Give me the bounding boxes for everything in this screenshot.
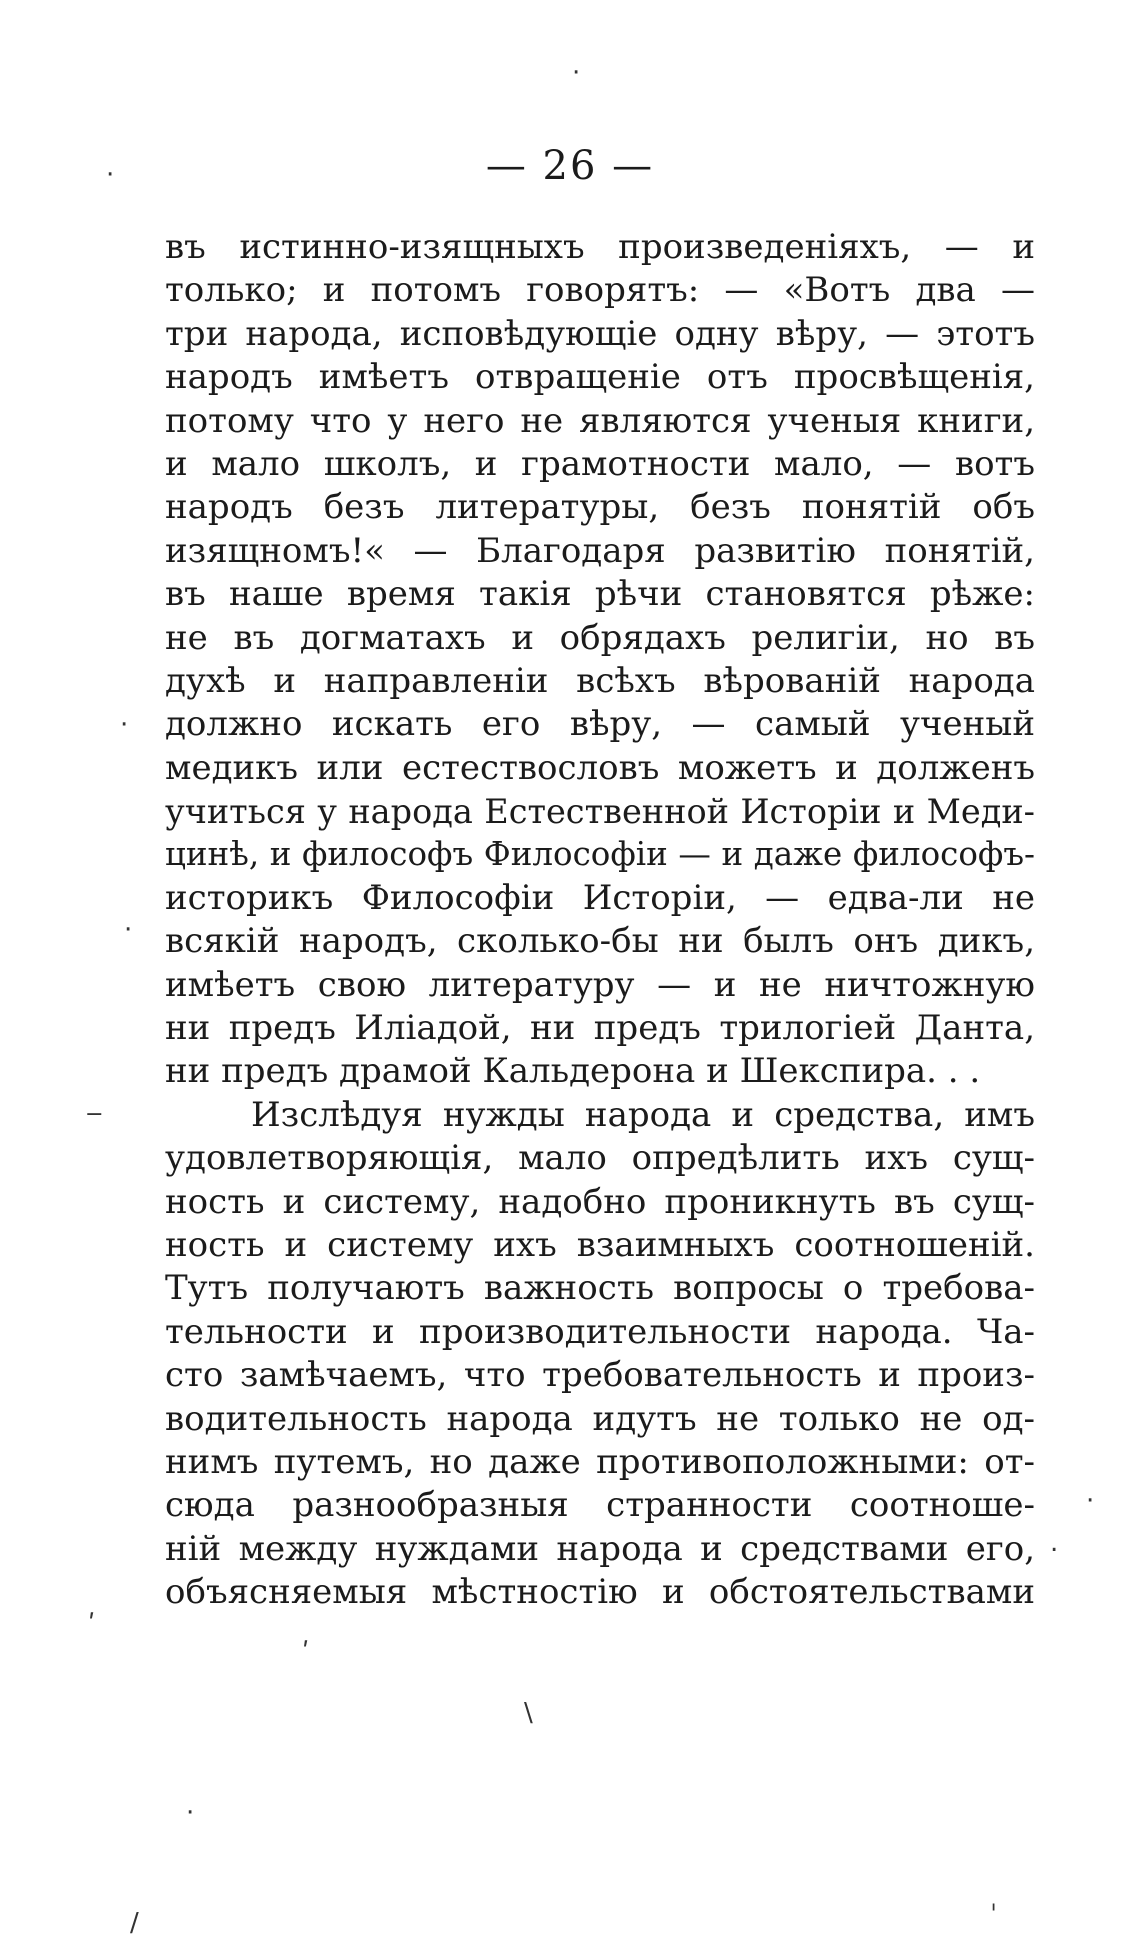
scan-speck: ‒ — [86, 1098, 103, 1128]
text-line: всякiй народъ, сколько-бы ни былъ онъ дикъ, — [165, 921, 1035, 962]
text-line: три народа, исповѣдующiе одну вѣру, — этотъ — [165, 313, 1035, 354]
text-line: нiй между нуждами народа и средствами его, — [165, 1528, 1035, 1569]
text-line: должно искать его вѣру, — самый ученый — [165, 704, 1035, 745]
text-line: Тутъ получаютъ важность вопросы о требова- — [165, 1268, 1035, 1309]
scan-speck: · — [124, 915, 133, 945]
text-line: ни предъ Иліадой, ни предъ трилогiей Данта, — [165, 1008, 1035, 1049]
text-line: объясняемыя мѣстностiю и обстоятельствами — [165, 1572, 1035, 1613]
scan-speck: \ — [524, 1698, 533, 1728]
paragraph-first-line: Изслѣдуя нужды народа и средства, имъ — [251, 1094, 1035, 1135]
text-line: цинѣ, и философъ Философiи — и даже философъ- — [165, 835, 1035, 874]
text-line: имѣетъ свою литературу — и не ничтожную — [165, 964, 1035, 1005]
text-line: изящномъ!« — Благодаря развитiю понятiй, — [165, 530, 1035, 571]
scan-speck: · — [186, 1798, 195, 1828]
text-line: ни предъ драмой Кальдерона и Шекспира. . . — [165, 1051, 981, 1092]
text-line: только; и потомъ говорятъ: — «Вотъ два — — [165, 270, 1035, 311]
scan-speck: · — [106, 160, 115, 190]
scan-speck: · — [1086, 1486, 1095, 1516]
scan-speck: / — [130, 1908, 139, 1938]
text-line: водительность народа идутъ не только не од- — [165, 1398, 1035, 1439]
text-line: учиться у народа Естественной Исторiи и Меди- — [165, 792, 1035, 832]
text-line: историкъ Философiи Исторiи, — едва-ли не — [165, 877, 1035, 918]
scan-speck: ˈ — [990, 1900, 998, 1930]
scan-speck: . — [1050, 1528, 1059, 1558]
scan-speck: ʹ — [88, 1610, 96, 1640]
text-line: народъ имѣетъ отвращенiе отъ просвѣщенiя, — [165, 357, 1035, 398]
text-line: медикъ или естествословъ можетъ и долженъ — [165, 747, 1035, 788]
text-line: народъ безъ литературы, безъ понятiй объ — [165, 487, 1035, 528]
text-line: сюда разнообразныя странности соотноше- — [165, 1485, 1035, 1526]
scan-speck: · — [120, 710, 129, 740]
text-line: въ наше время такiя рѣчи становятся рѣже: — [165, 574, 1035, 615]
text-line: удовлетворяющiя, мало опредѣлить ихъ сущ- — [165, 1138, 1035, 1179]
scan-speck: ʹ — [302, 1638, 310, 1668]
text-line: сто замѣчаемъ, что требовательность и произ- — [165, 1355, 1035, 1396]
text-line: тельности и производительности народа. Ча- — [165, 1311, 1035, 1352]
page-body-text — [165, 226, 1035, 1615]
text-line: и мало школъ, и грамотности мало, — вотъ — [165, 443, 1035, 484]
scan-speck: · — [572, 58, 581, 88]
text-line: не въ догматахъ и обрядахъ религiи, но въ — [165, 617, 1035, 658]
text-line: ность и систему, надобно проникнуть въ сущ- — [165, 1181, 1035, 1222]
text-line: нимъ путемъ, но даже противоположными: от- — [165, 1441, 1035, 1482]
text-line: духѣ и направленiи всѣхъ вѣрованiй народа — [165, 660, 1035, 701]
page-number: — 26 — — [485, 143, 655, 189]
text-line: ность и систему ихъ взаимныхъ соотношенiй. — [165, 1224, 1035, 1265]
text-line: потому что у него не являются ученыя книги, — [165, 400, 1035, 441]
text-line: въ истинно-изящныхъ произведенiяхъ, — и — [165, 227, 1035, 267]
